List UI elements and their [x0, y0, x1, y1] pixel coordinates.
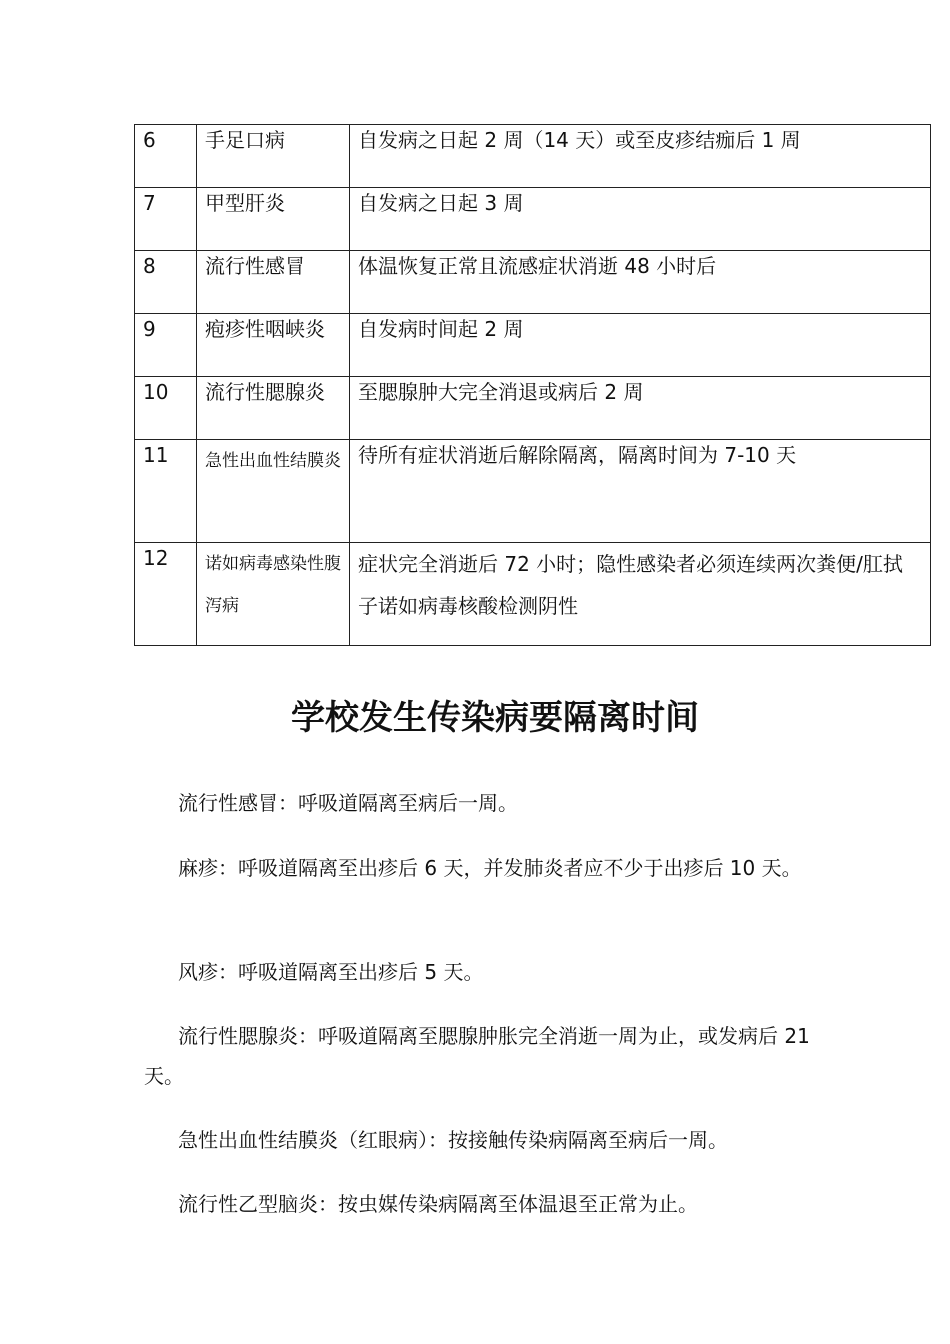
- row-number: 7: [135, 188, 197, 251]
- row-number: 9: [135, 314, 197, 377]
- row-number: 6: [135, 125, 197, 188]
- table-row: [135, 125, 931, 188]
- table-row: [135, 314, 931, 377]
- isolation-period: 自发病之日起 3 周: [350, 188, 931, 251]
- row-number: 11: [135, 440, 197, 543]
- paragraph-measles: 麻疹：呼吸道隔离至出疹后 6 天，并发肺炎者应不少于出疹后 10 天。: [178, 856, 802, 880]
- disease-name: 流行性感冒: [197, 251, 350, 314]
- disease-name: 诺如病毒感染性腹泻病: [197, 543, 350, 646]
- isolation-period: 自发病之日起 2 周（14 天）或至皮疹结痂后 1 周: [350, 125, 931, 188]
- table-row: [135, 377, 931, 440]
- isolation-table: [134, 124, 931, 646]
- paragraph-conjunctivitis: 急性出血性结膜炎（红眼病）：按接触传染病隔离至病后一周。: [178, 1128, 728, 1152]
- table-row: [135, 251, 931, 314]
- isolation-period: 症状完全消逝后 72 小时；隐性感染者必须连续两次粪便/肛拭子诺如病毒核酸检测阴性: [350, 543, 931, 646]
- table-row: [135, 440, 931, 543]
- disease-name: 疱疹性咽峡炎: [197, 314, 350, 377]
- table-row: [135, 188, 931, 251]
- table-row: [135, 543, 931, 646]
- disease-name: 手足口病: [197, 125, 350, 188]
- page-title: 学校发生传染病要隔离时间: [291, 698, 699, 738]
- paragraph-rubella: 风疹：呼吸道隔离至出疹后 5 天。: [178, 960, 484, 984]
- disease-name: 甲型肝炎: [197, 188, 350, 251]
- paragraph-encephalitis: 流行性乙型脑炎：按虫媒传染病隔离至体温退至正常为止。: [178, 1192, 698, 1216]
- row-number: 8: [135, 251, 197, 314]
- isolation-period: 自发病时间起 2 周: [350, 314, 931, 377]
- isolation-period: 至腮腺肿大完全消退或病后 2 周: [350, 377, 931, 440]
- row-number: 10: [135, 377, 197, 440]
- isolation-period: 待所有症状消逝后解除隔离，隔离时间为 7-10 天: [350, 440, 931, 543]
- paragraph-influenza: 流行性感冒：呼吸道隔离至病后一周。: [178, 791, 518, 815]
- paragraph-mumps: 流行性腮腺炎：呼吸道隔离至腮腺肿胀完全消逝一周为止，或发病后 21 天。: [144, 1024, 810, 1088]
- disease-name: 流行性腮腺炎: [197, 377, 350, 440]
- isolation-period: 体温恢复正常且流感症状消逝 48 小时后: [350, 251, 931, 314]
- disease-name: 急性出血性结膜炎: [197, 440, 350, 543]
- row-number: 12: [135, 543, 197, 646]
